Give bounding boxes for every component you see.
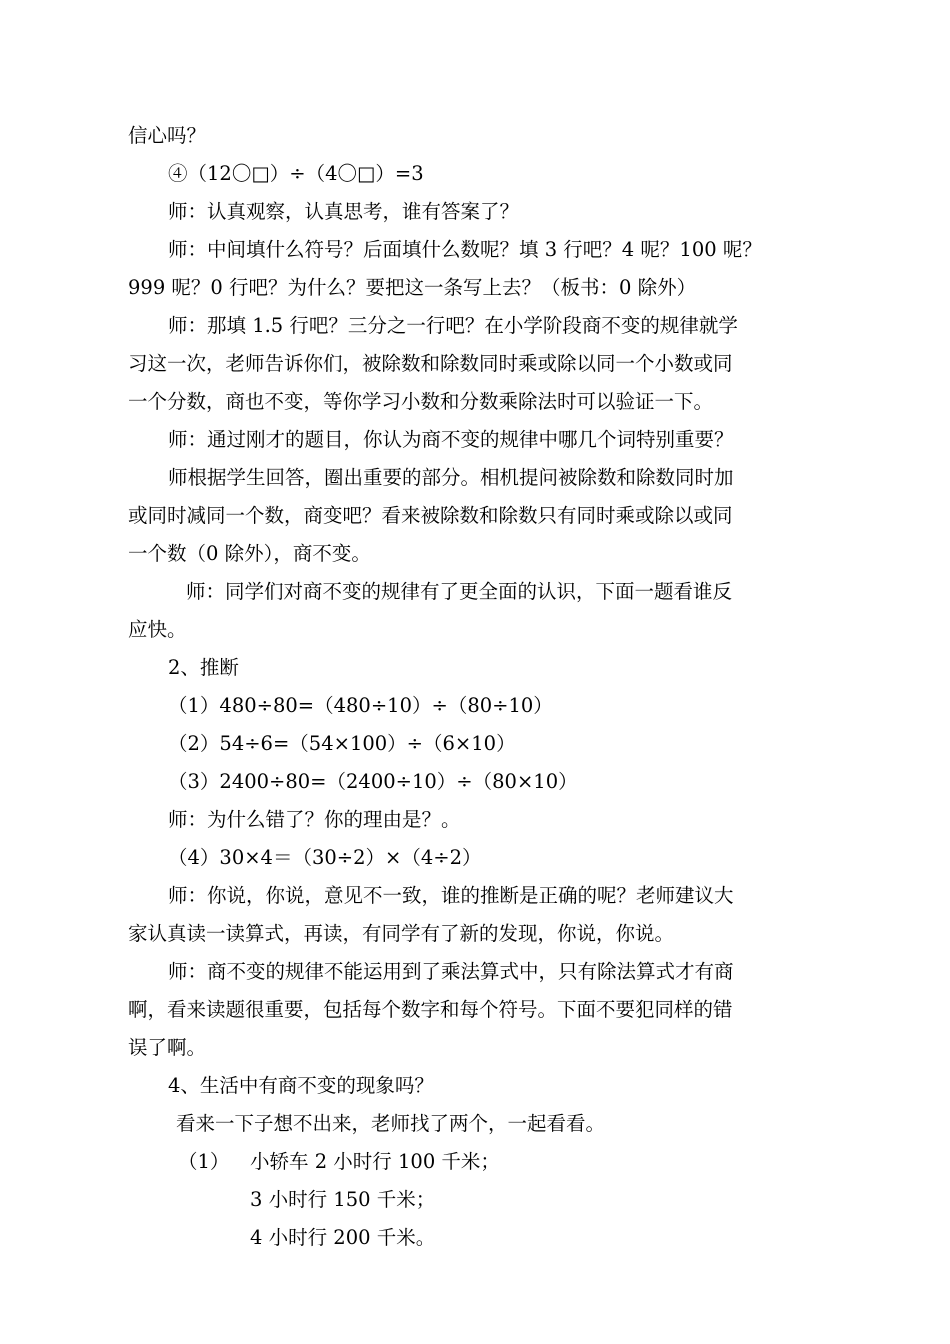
text-line: 一个数（0 除外），商不变。 — [128, 542, 371, 565]
text-line: 一个分数，商也不变，等你学习小数和分数乘除法时可以验证一下。 — [128, 390, 714, 413]
text-line: 信心吗？ — [128, 124, 207, 147]
equation-line: （1）480÷80=（480÷10）÷（80÷10） — [168, 694, 553, 717]
section-heading: 4、生活中有商不变的现象吗？ — [168, 1074, 434, 1097]
text-line: 师根据学生回答，圈出重要的部分。相机提问被除数和除数同时加 — [168, 466, 734, 489]
text-line: 师：中间填什么符号？后面填什么数呢？填 3 行吧？4 呢？100 呢？ — [168, 238, 762, 261]
text-line: 家认真读一读算式，再读，有同学有了新的发现，你说，你说。 — [128, 922, 675, 945]
text-line: 啊，看来读题很重要，包括每个数字和每个符号。下面不要犯同样的错 — [128, 998, 733, 1021]
example-text: 4 小时行 200 千米。 — [250, 1226, 436, 1249]
text-line: 师：认真观察，认真思考，谁有答案了？ — [168, 200, 520, 223]
text-line: 师：商不变的规律不能运用到了乘法算式中，只有除法算式才有商 — [168, 960, 734, 983]
example-text: 3 小时行 150 千米； — [250, 1188, 436, 1211]
example-text: 小轿车 2 小时行 100 千米； — [250, 1150, 500, 1173]
text-line: 误了啊。 — [128, 1036, 207, 1059]
equation-line: （3）2400÷80=（2400÷10）÷（80×10） — [168, 770, 578, 793]
text-line: 师：为什么错了？你的理由是？。 — [168, 808, 461, 831]
text-line: 或同时减同一个数，商变吧？看来被除数和除数只有同时乘或除以或同 — [128, 504, 733, 527]
equation-line: （2）54÷6=（54×100）÷（6×10） — [168, 732, 516, 755]
example-row — [128, 1143, 828, 1181]
text-line: 师：你说，你说，意见不一致，谁的推断是正确的呢？老师建议大 — [168, 884, 734, 907]
document-page — [128, 117, 828, 1257]
text-line: 看来一下子想不出来，老师找了两个，一起看看。 — [176, 1112, 606, 1135]
text-line: 师：同学们对商不变的规律有了更全面的认识，下面一题看谁反 — [186, 580, 733, 603]
text-line: ④（12〇□）÷（4〇□）=3 — [168, 162, 424, 185]
text-line: 999 呢？0 行吧？为什么？要把这一条写上去？（板书：0 除外） — [128, 276, 697, 299]
section-heading: 2、推断 — [168, 656, 239, 679]
text-line: 应快。 — [128, 618, 187, 641]
example-label: （1） — [178, 1150, 230, 1173]
text-line: 师：那填 1.5 行吧？三分之一行吧？在小学阶段商不变的规律就学 — [168, 314, 738, 337]
text-line: 习这一次，老师告诉你们，被除数和除数同时乘或除以同一个小数或同 — [128, 352, 733, 375]
equation-line: （4）30×4＝（30÷2）×（4÷2） — [168, 846, 482, 869]
text-line: 师：通过刚才的题目，你认为商不变的规律中哪几个词特别重要？ — [168, 428, 734, 451]
